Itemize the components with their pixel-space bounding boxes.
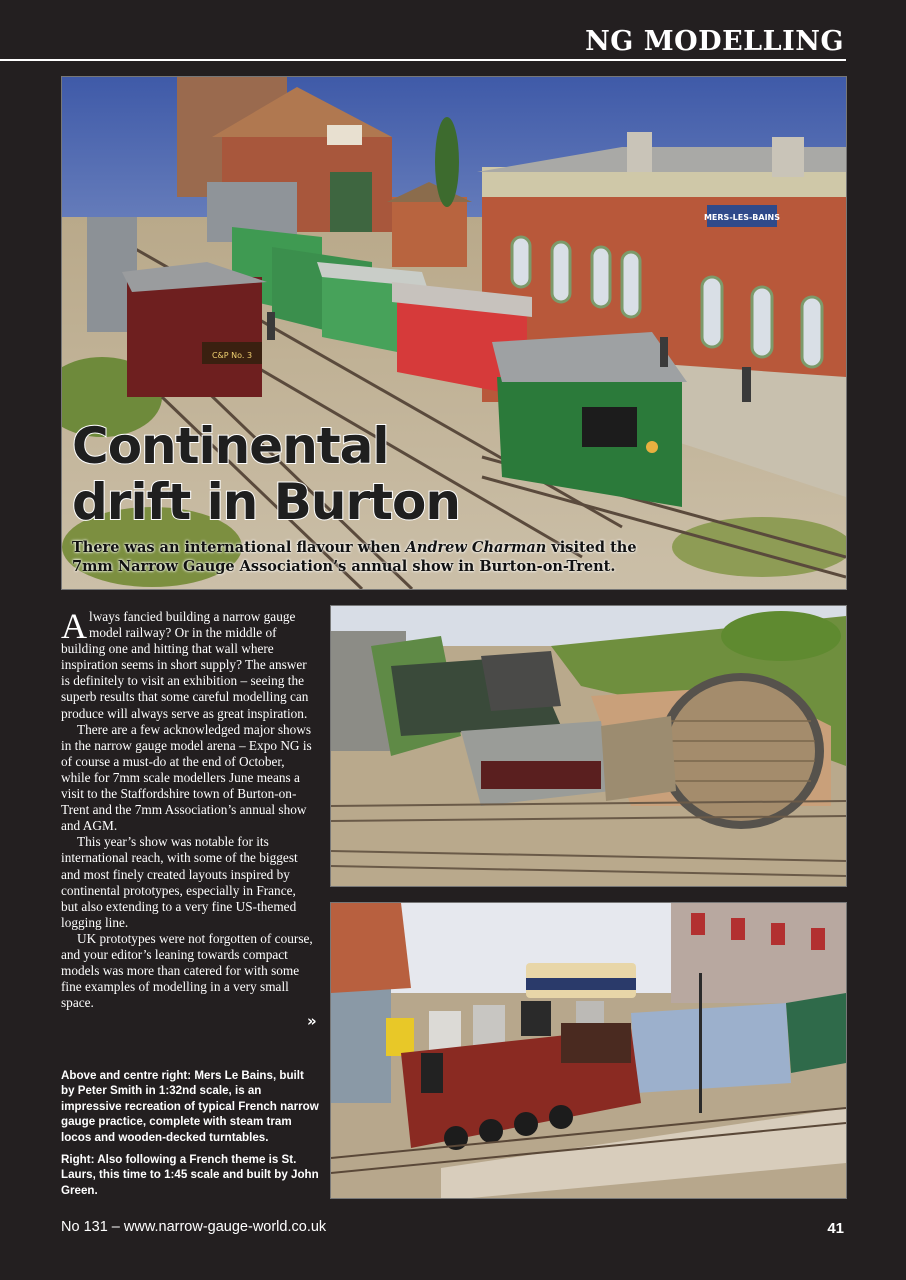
photo-caption-1: Above and centre right: Mers Le Bains, built by Peter Smith in 1:32nd scale, is an impressive recreation of typical French narrow gauge practice, complete with steam tram locos and wooden-decked turntables.	[61, 1069, 319, 1144]
continue-mark: »	[307, 1012, 317, 1030]
paragraph-2: There are a few acknowledged major shows in the narrow gauge model arena – Expo NG is of course a must-do at the end of October, while for 7mm scale modellers June means a visit to the Staffordshire town of Burton-on-Trent and the 7mm Association’s annual show and AGM.	[61, 721, 312, 834]
article-body	[61, 606, 315, 1011]
author-name: Andrew Charman	[405, 539, 547, 556]
page-number: 41	[827, 1220, 844, 1237]
section-title: NG MODELLING	[585, 26, 844, 57]
headline-line-2: drift in Burton	[72, 473, 461, 531]
paragraph-1	[61, 606, 315, 722]
drop-cap: A	[61, 606, 87, 646]
article-headline	[72, 418, 460, 530]
headline-line-1: Continental	[72, 417, 389, 475]
header-rule	[0, 59, 846, 61]
standfirst-text-a: There was an international flavour when	[72, 539, 406, 556]
st-laurs-photo	[330, 902, 847, 1199]
standfirst	[72, 538, 672, 576]
turntable-photo	[330, 605, 847, 887]
standfirst-text-b: visited the 7mm Narrow Gauge Association’s annual show in Burton-on-Trent.	[72, 539, 637, 575]
footer-issue-url: No 131 – www.narrow-gauge-world.co.uk	[61, 1219, 327, 1235]
paragraph-1-text: lways fancied building a narrow gauge model railway? Or in the middle of building one and hitting that wall where inspiration seems in short supply? The answer is definitely to visit an exhibition – seeing the superb results that some careful modelling can produce will always serve as great inspiration.	[61, 609, 309, 721]
paragraph-3: This year’s show was notable for its international reach, with some of the biggest and most finely created layouts inspired by continental prototypes, especially in France, but also extending to a very fine US-themed logging line.	[61, 834, 298, 930]
tram-plate: C&P No. 3	[211, 351, 253, 360]
station-sign: MERS-LES-BAINS	[703, 213, 781, 222]
paragraph-4: UK prototypes were not forgotten of course, and your editor’s leaning towards compact models was more than catered for with some fine examples of modelling in a very small space.	[61, 930, 313, 1011]
photo-caption-2: Right: Also following a French theme is St. Laurs, this time to 1:45 scale and built by John Green.	[61, 1153, 319, 1197]
